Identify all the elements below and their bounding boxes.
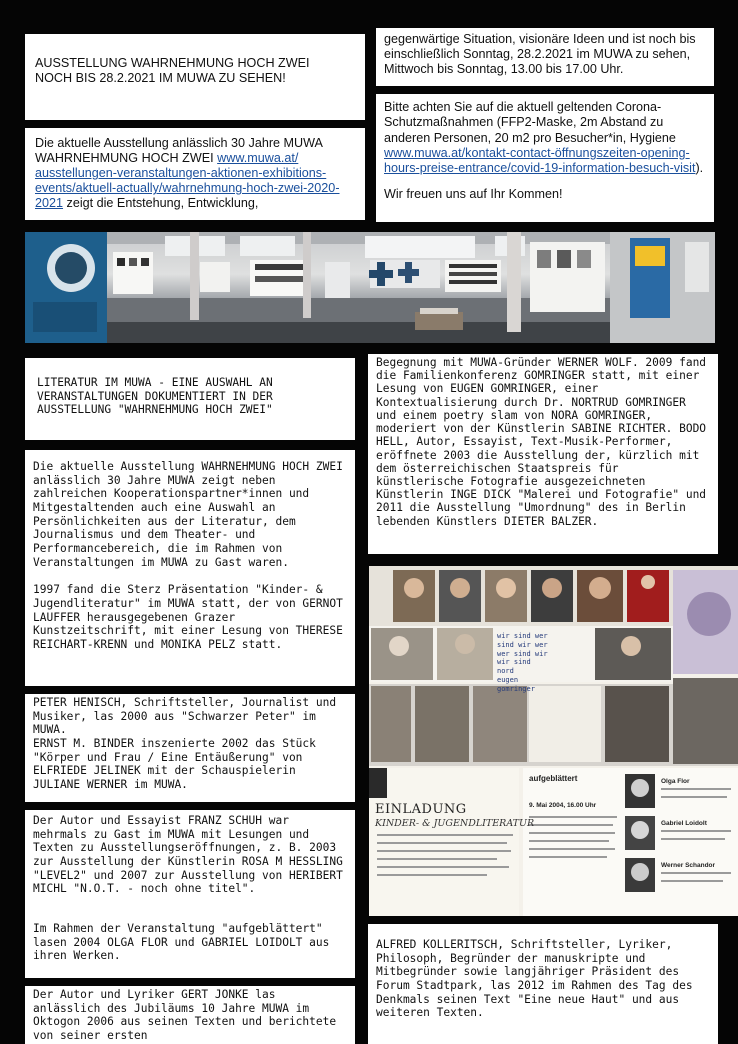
flyer-name-3: Werner Schandor (661, 862, 716, 869)
poem-line: eugen (497, 675, 519, 684)
exhibition-panorama-photo (25, 232, 715, 343)
flyer-name-2: Gabriel Loidolt (661, 820, 707, 827)
corona-lead: Bitte achten Sie auf die aktuell geltenden Corona-Schutzmaßnahmen (FFP2-Maske, 2m Abstand zu anderen Personen, 20 m2 pro Besucher*in, Hygiene (384, 100, 676, 145)
dates-card (376, 28, 714, 86)
literature-heading-card (25, 358, 355, 440)
gomringer-hell-para: Begegnung mit MUWA-Gründer WERNER WOLF. 2009 fand die Familienkonferenz GOMRINGER statt, mit einer Lesung von EUGEN GOMRINGER, einer Kontextualisierung durch Dr. NORTRUD GOMRINGER und einem poetry slam von NORA GOMRINGER, moderiert von der Künstlerin SABINE RICHTER. BODO HELL, Autor, Essayist, Text-Musik-Performer, eröffnete 2003 die Ausstellung der, kürzlich mit dem österreichischen Staatspreis für künstlerische Fotografie ausgezeichneten Künstlerin INGE DICK "Malerei und Fotografie" und 2011 die Ausstellung "Umordnung" des in Berlin lebenden Künstlers DIETER BALZER. (376, 356, 707, 528)
intro-tail: zeigt die Entstehung, Entwicklung, (66, 196, 259, 211)
flyer-invitation-title: EINLADUNG (375, 802, 467, 817)
poem-line: gomringer (497, 684, 535, 693)
intro-card (25, 128, 365, 220)
jonke-card (25, 986, 355, 1044)
flyer-aufgeblaettert-title: aufgeblättert (529, 774, 578, 783)
kolleritsch-card (368, 924, 718, 1044)
poem-line: sind wir wer (497, 640, 548, 649)
event-photo-collage (369, 566, 738, 916)
poem-line: wir sind wer (497, 632, 548, 640)
gomringer-hell-card (368, 354, 718, 554)
sterz-para: 1997 fand die Sterz Präsentation "Kinder- & Jugendliteratur" im MUWA statt, der von GERNOT LAUFFER herausgegebenen Grazer Kunstzeitschrift, mit einer Lesung von THERESE REICHART-KRENN und MONIKA PELZ statt. (33, 583, 343, 651)
kolleritsch-para: ALFRED KOLLERITSCH, Schriftsteller, Lyriker, Philosoph, Begründer der manuskripte und Mitbegründer sowie langjähriger Präsident des Forum Stadtpark, las 2012 im Rahmen des Tag des Denkmals seinen Text "Eine neue Haut" und aus weiteren Texten. (376, 938, 693, 1020)
intro-lead: Die aktuelle Ausstellung anlässlich 30 Jahre MUWA WAHRNEHMUNG HOCH ZWEI (35, 136, 323, 166)
headline-line-2: NOCH BIS 28.2.2021 IM MUWA ZU SEHEN! (35, 71, 286, 86)
literature-intro-card (25, 450, 355, 686)
schuh-para: Der Autor und Essayist FRANZ SCHUH war mehrmals zu Gast im MUWA mit Lesungen und Texten zu Ausstellungseröffnungen, z. B. 2003 zur Ausstellung der Künstlerin ROSA M HESSLING "LEVEL2" und 2007 zur Ausstellung von HERIBERT MICHL "N.O.T. - noch ohne titel". (33, 814, 343, 896)
binder-para: ERNST M. BINDER inszenierte 2002 das Stück "Körper und Frau / Eine Entäußerung" von ELFRIEDE JELINEK mit der Schauspielerin JULIANE WERNER im MUWA. (33, 736, 316, 791)
corona-card (376, 94, 714, 222)
literature-intro-para: Die aktuelle Ausstellung WAHRNEHMUNG HOCH ZWEI anlässlich 30 Jahre MUWA zeigt neben zahlreichen Kooperationspartner*innen und Mitgestaltenden auch eine Auswahl an Persönlichkeiten aus der Literatur, dem Journalismus und dem Theater- und Performancebereich, die im Rahmen von Veranstaltungen im MUWA zu Gast waren. (33, 460, 343, 569)
exhibition-link[interactable]: www.muwa.at/ ausstellungen-veranstaltungen-aktionen-exhibitions-events/aktuell-actually/wahrnehmung-hoch-zwei-2020-2021 (35, 151, 340, 211)
flyer-name-1: Olga Flor (661, 778, 690, 785)
poem-block (497, 632, 591, 693)
literature-heading: LITERATUR IM MUWA - EINE AUSWAHL AN VERANSTALTUNGEN DOKUMENTIERT IN DER AUSSTELLUNG "WAHRNEHMUNG HOCH ZWEI" (37, 376, 273, 417)
panorama-illustration (25, 232, 715, 343)
jonke-para: Der Autor und Lyriker GERT JONKE las anlässlich des Jubiläums 10 Jahre MUWA im Oktogon 2006 aus seinen Texten und berichtete von seiner ersten (33, 988, 337, 1042)
henisch-para: PETER HENISCH, Schriftsteller, Journalist und Musiker, las 2000 aus "Schwarzer Peter" im MUWA. (33, 696, 337, 737)
aufgeblaettert-para: Im Rahmen der Veranstaltung "aufgeblättert" lasen 2004 OLGA FLOR und GABRIEL LOIDOLT aus ihren Werken. (33, 921, 330, 963)
flyer-aufgeblaettert-date: 9. Mai 2004, 16.00 Uhr (529, 802, 597, 809)
corona-closing: Wir freuen uns auf Ihr Kommen! (384, 186, 563, 201)
poem-line: nord (497, 667, 514, 675)
poem-line: wer sind wir (497, 649, 548, 658)
dates-text: gegenwärtige Situation, visionäre Ideen und ist noch bis einschließlich Sonntag, 28.2.2021 im MUWA zu sehen, Mittwoch bis Sonntag, 13.00 bis 17.00 Uhr. (384, 32, 696, 76)
flyer-invitation-subtitle: KINDER- & JUGENDLITERATUR (375, 818, 535, 829)
covid-info-link[interactable]: www.muwa.at/kontakt-contact-öffnungszeiten-opening-hours-preise-entrance/covid-19-information-besuch-visit (384, 146, 696, 176)
corona-tail: ). (695, 161, 704, 176)
headline-card (25, 34, 365, 120)
henisch-binder-card (25, 694, 355, 802)
schuh-card (25, 810, 355, 978)
headline-line-1: AUSSTELLUNG WAHRNEHMUNG HOCH ZWEI (35, 56, 310, 70)
poem-line: wir sind (497, 658, 531, 667)
